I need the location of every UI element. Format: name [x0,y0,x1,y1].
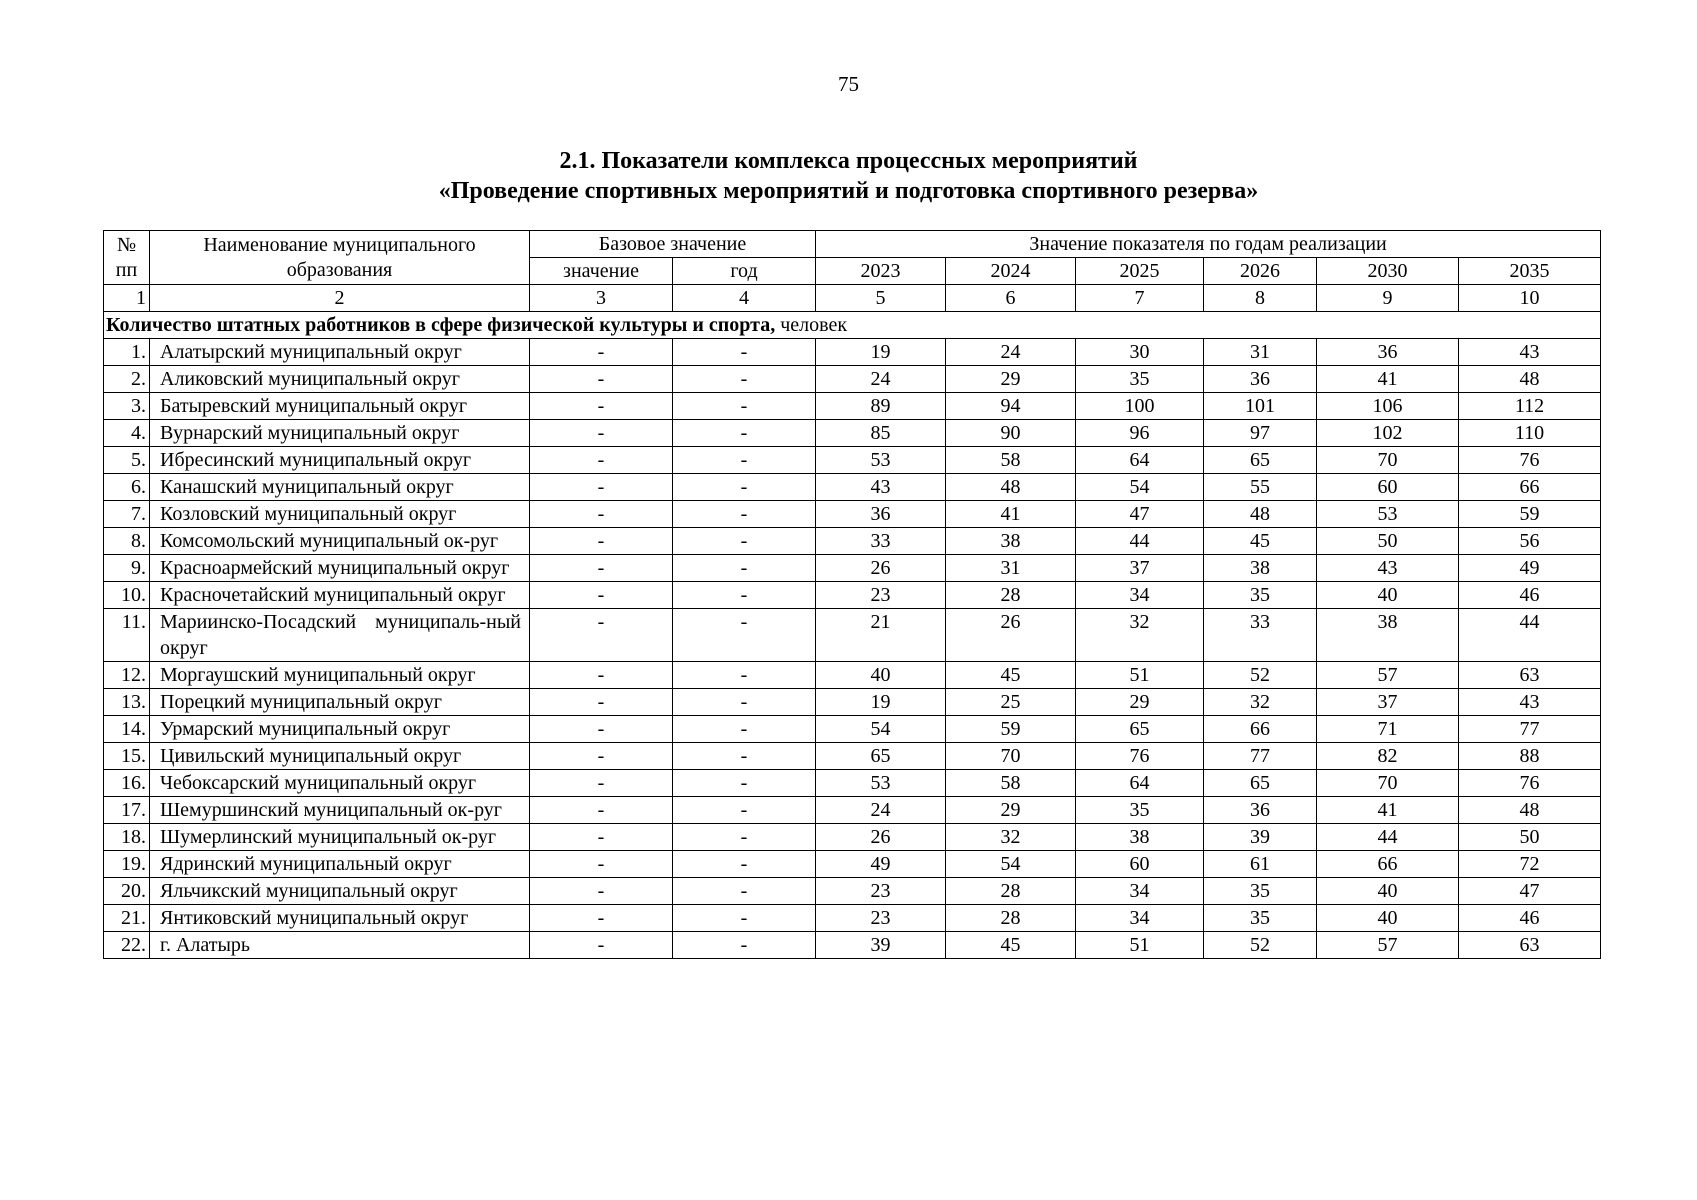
year-value: 89 [816,393,946,420]
base-year: - [673,716,816,743]
year-value: 45 [946,662,1076,689]
year-value: 59 [1459,501,1601,528]
year-value: 36 [1204,366,1317,393]
year-value: 58 [946,770,1076,797]
column-number: 2 [150,285,530,312]
year-value: 35 [1204,905,1317,932]
year-value: 49 [816,851,946,878]
year-value: 51 [1076,662,1204,689]
year-value: 65 [1076,716,1204,743]
base-value: - [530,851,673,878]
year-value: 60 [1317,474,1459,501]
municipality-name: Ядринский муниципальный округ [150,851,530,878]
year-value: 23 [816,878,946,905]
row-number: 21. [104,905,150,932]
year-value: 28 [946,905,1076,932]
year-value: 31 [1204,339,1317,366]
row-number: 7. [104,501,150,528]
year-value: 110 [1459,420,1601,447]
municipality-name: Яльчикский муниципальный округ [150,878,530,905]
base-year: - [673,393,816,420]
year-value: 66 [1459,474,1601,501]
base-value: - [530,878,673,905]
year-value: 47 [1459,878,1601,905]
year-value: 40 [1317,878,1459,905]
base-year: - [673,528,816,555]
municipality-name: Канашский муниципальный округ [150,474,530,501]
header-year: 2035 [1459,258,1601,285]
municipality-name: Цивильский муниципальный округ [150,743,530,770]
year-value: 45 [946,932,1076,959]
year-value: 70 [1317,770,1459,797]
year-value: 52 [1204,662,1317,689]
base-value: - [530,932,673,959]
base-year: - [673,609,816,662]
base-value: - [530,447,673,474]
base-value: - [530,582,673,609]
column-number: 7 [1076,285,1204,312]
municipality-name: Ибресинский муниципальный округ [150,447,530,474]
year-value: 60 [1076,851,1204,878]
header-num: № пп [104,231,150,285]
year-value: 28 [946,878,1076,905]
year-value: 43 [816,474,946,501]
year-value: 56 [1459,528,1601,555]
year-value: 112 [1459,393,1601,420]
row-number: 6. [104,474,150,501]
row-number: 20. [104,878,150,905]
year-value: 106 [1317,393,1459,420]
header-year: 2026 [1204,258,1317,285]
header-base: Базовое значение [530,231,816,258]
year-value: 38 [1317,609,1459,662]
year-value: 70 [1317,447,1459,474]
year-value: 88 [1459,743,1601,770]
year-value: 50 [1459,824,1601,851]
base-year: - [673,905,816,932]
base-value: - [530,555,673,582]
year-value: 48 [1204,501,1317,528]
year-value: 58 [946,447,1076,474]
year-value: 61 [1204,851,1317,878]
year-value: 41 [946,501,1076,528]
base-value: - [530,501,673,528]
column-number: 4 [673,285,816,312]
year-value: 76 [1076,743,1204,770]
year-value: 66 [1204,716,1317,743]
year-value: 50 [1317,528,1459,555]
section-title-bold: Количество штатных работников в сфере физической культуры и спорта, [106,314,776,336]
municipality-name: Алатырский муниципальный округ [150,339,530,366]
year-value: 48 [1459,797,1601,824]
row-number: 18. [104,824,150,851]
base-value: - [530,528,673,555]
year-value: 51 [1076,932,1204,959]
year-value: 32 [1204,689,1317,716]
row-number: 15. [104,743,150,770]
municipality-name: Батыревский муниципальный округ [150,393,530,420]
year-value: 59 [946,716,1076,743]
year-value: 49 [1459,555,1601,582]
municipality-name: Комсомольский муниципальный ок-руг [150,528,530,555]
year-value: 43 [1459,339,1601,366]
year-value: 71 [1317,716,1459,743]
table-row [104,662,1601,689]
header-year: 2024 [946,258,1076,285]
year-value: 53 [816,770,946,797]
year-value: 41 [1317,797,1459,824]
table-row [104,420,1601,447]
header-base-value: значение [530,258,673,285]
header-base-year: год [673,258,816,285]
year-value: 65 [1204,447,1317,474]
municipality-name: Янтиковский муниципальный округ [150,905,530,932]
base-value: - [530,609,673,662]
base-value: - [530,662,673,689]
year-value: 34 [1076,905,1204,932]
year-value: 34 [1076,582,1204,609]
year-value: 54 [816,716,946,743]
year-value: 47 [1076,501,1204,528]
header-year: 2030 [1317,258,1459,285]
year-value: 64 [1076,447,1204,474]
table-row [104,339,1601,366]
year-value: 28 [946,582,1076,609]
row-number: 5. [104,447,150,474]
year-value: 82 [1317,743,1459,770]
table-row [104,824,1601,851]
year-value: 37 [1317,689,1459,716]
year-value: 44 [1317,824,1459,851]
table-row [104,447,1601,474]
year-value: 35 [1076,797,1204,824]
section-title [104,312,1601,339]
base-value: - [530,770,673,797]
year-value: 76 [1459,770,1601,797]
indicators-table [103,230,1601,959]
year-value: 48 [1459,366,1601,393]
row-number: 9. [104,555,150,582]
year-value: 35 [1076,366,1204,393]
municipality-name: Мариинско-Посадский муниципаль-ный округ [150,609,530,662]
year-value: 24 [946,339,1076,366]
year-value: 76 [1459,447,1601,474]
year-value: 32 [1076,609,1204,662]
table-row [104,716,1601,743]
row-number: 11. [104,609,150,662]
base-value: - [530,716,673,743]
year-value: 38 [1076,824,1204,851]
year-value: 57 [1317,932,1459,959]
year-value: 65 [1204,770,1317,797]
row-number: 17. [104,797,150,824]
table-row [104,609,1601,662]
year-value: 36 [1317,339,1459,366]
row-number: 19. [104,851,150,878]
year-value: 24 [816,797,946,824]
year-value: 53 [816,447,946,474]
table-row [104,582,1601,609]
table-row [104,555,1601,582]
year-value: 70 [946,743,1076,770]
table-row [104,501,1601,528]
municipality-name: Чебоксарский муниципальный округ [150,770,530,797]
year-value: 102 [1317,420,1459,447]
title-line-2: «Проведение спортивных мероприятий и подготовка спортивного резерва» [438,178,1259,204]
column-number: 10 [1459,285,1601,312]
municipality-name: Вурнарский муниципальный округ [150,420,530,447]
year-value: 100 [1076,393,1204,420]
table-row [104,797,1601,824]
section-row [104,312,1601,339]
year-value: 29 [1076,689,1204,716]
base-year: - [673,689,816,716]
year-value: 24 [816,366,946,393]
year-value: 94 [946,393,1076,420]
base-year: - [673,824,816,851]
base-value: - [530,393,673,420]
base-year: - [673,797,816,824]
table-row [104,770,1601,797]
year-value: 77 [1204,743,1317,770]
year-value: 44 [1076,528,1204,555]
year-value: 34 [1076,878,1204,905]
header-year: 2025 [1076,258,1204,285]
year-value: 33 [816,528,946,555]
row-number: 4. [104,420,150,447]
column-number: 1 [104,285,150,312]
column-number: 5 [816,285,946,312]
row-number: 1. [104,339,150,366]
row-number: 14. [104,716,150,743]
year-value: 44 [1459,609,1601,662]
base-year: - [673,420,816,447]
year-value: 46 [1459,582,1601,609]
year-value: 85 [816,420,946,447]
year-value: 29 [946,797,1076,824]
base-year: - [673,555,816,582]
column-number: 9 [1317,285,1459,312]
year-value: 65 [816,743,946,770]
year-value: 36 [816,501,946,528]
base-value: - [530,905,673,932]
table-row [104,851,1601,878]
table-header [104,231,1601,312]
municipality-name: Козловский муниципальный округ [150,501,530,528]
year-value: 64 [1076,770,1204,797]
base-year: - [673,878,816,905]
year-value: 54 [946,851,1076,878]
year-value: 29 [946,366,1076,393]
year-value: 55 [1204,474,1317,501]
row-number: 8. [104,528,150,555]
header-year: 2023 [816,258,946,285]
base-value: - [530,743,673,770]
year-value: 41 [1317,366,1459,393]
header-name: Наименование муниципального образования [150,231,530,285]
base-value: - [530,474,673,501]
row-number: 10. [104,582,150,609]
base-year: - [673,501,816,528]
year-value: 39 [816,932,946,959]
year-value: 45 [1204,528,1317,555]
year-value: 72 [1459,851,1601,878]
municipality-name: Аликовский муниципальный округ [150,366,530,393]
table-row [104,689,1601,716]
year-value: 21 [816,609,946,662]
table-row [104,528,1601,555]
table-row [104,878,1601,905]
year-value: 43 [1459,689,1601,716]
year-value: 40 [1317,905,1459,932]
year-value: 97 [1204,420,1317,447]
year-value: 101 [1204,393,1317,420]
municipality-name: Шемуршинский муниципальный ок-руг [150,797,530,824]
base-value: - [530,797,673,824]
year-value: 23 [816,905,946,932]
row-number: 16. [104,770,150,797]
municipality-name: Шумерлинский муниципальный ок-руг [150,824,530,851]
year-value: 40 [1317,582,1459,609]
year-value: 23 [816,582,946,609]
row-number: 2. [104,366,150,393]
base-value: - [530,366,673,393]
column-number: 6 [946,285,1076,312]
table-row [104,393,1601,420]
row-number: 13. [104,689,150,716]
year-value: 26 [816,555,946,582]
row-number: 3. [104,393,150,420]
table-row [104,743,1601,770]
base-value: - [530,689,673,716]
base-year: - [673,770,816,797]
table-row [104,932,1601,959]
table-row [104,366,1601,393]
title-line-1: 2.1. Показатели комплекса процессных мероприятий [559,148,1138,174]
year-value: 31 [946,555,1076,582]
base-year: - [673,582,816,609]
municipality-name: Порецкий муниципальный округ [150,689,530,716]
header-years-group: Значение показателя по годам реализации [816,231,1601,258]
table-row [104,474,1601,501]
base-year: - [673,474,816,501]
row-number: 12. [104,662,150,689]
year-value: 35 [1204,878,1317,905]
row-number: 22. [104,932,150,959]
base-year: - [673,662,816,689]
year-value: 63 [1459,662,1601,689]
base-year: - [673,447,816,474]
year-value: 63 [1459,932,1601,959]
year-value: 52 [1204,932,1317,959]
year-value: 38 [946,528,1076,555]
year-value: 35 [1204,582,1317,609]
year-value: 48 [946,474,1076,501]
year-value: 30 [1076,339,1204,366]
year-value: 19 [816,339,946,366]
base-value: - [530,420,673,447]
year-value: 77 [1459,716,1601,743]
base-year: - [673,932,816,959]
year-value: 90 [946,420,1076,447]
column-number: 8 [1204,285,1317,312]
year-value: 33 [1204,609,1317,662]
year-value: 39 [1204,824,1317,851]
year-value: 37 [1076,555,1204,582]
base-value: - [530,339,673,366]
year-value: 40 [816,662,946,689]
municipality-name: Красноармейский муниципальный округ [150,555,530,582]
base-year: - [673,339,816,366]
year-value: 46 [1459,905,1601,932]
year-value: 26 [816,824,946,851]
base-year: - [673,851,816,878]
municipality-name: Красночетайский муниципальный округ [150,582,530,609]
year-value: 96 [1076,420,1204,447]
base-year: - [673,743,816,770]
municipality-name: г. Алатырь [150,932,530,959]
year-value: 43 [1317,555,1459,582]
year-value: 54 [1076,474,1204,501]
year-value: 66 [1317,851,1459,878]
section-unit: человек [775,314,848,336]
municipality-name: Урмарский муниципальный округ [150,716,530,743]
year-value: 36 [1204,797,1317,824]
year-value: 57 [1317,662,1459,689]
table-row [104,905,1601,932]
column-number: 3 [530,285,673,312]
page-title [0,146,1697,206]
year-value: 26 [946,609,1076,662]
base-year: - [673,366,816,393]
year-value: 38 [1204,555,1317,582]
year-value: 25 [946,689,1076,716]
base-value: - [530,824,673,851]
municipality-name: Моргаушский муниципальный округ [150,662,530,689]
year-value: 32 [946,824,1076,851]
year-value: 53 [1317,501,1459,528]
year-value: 19 [816,689,946,716]
page-number: 75 [838,72,859,96]
table-body [104,312,1601,959]
